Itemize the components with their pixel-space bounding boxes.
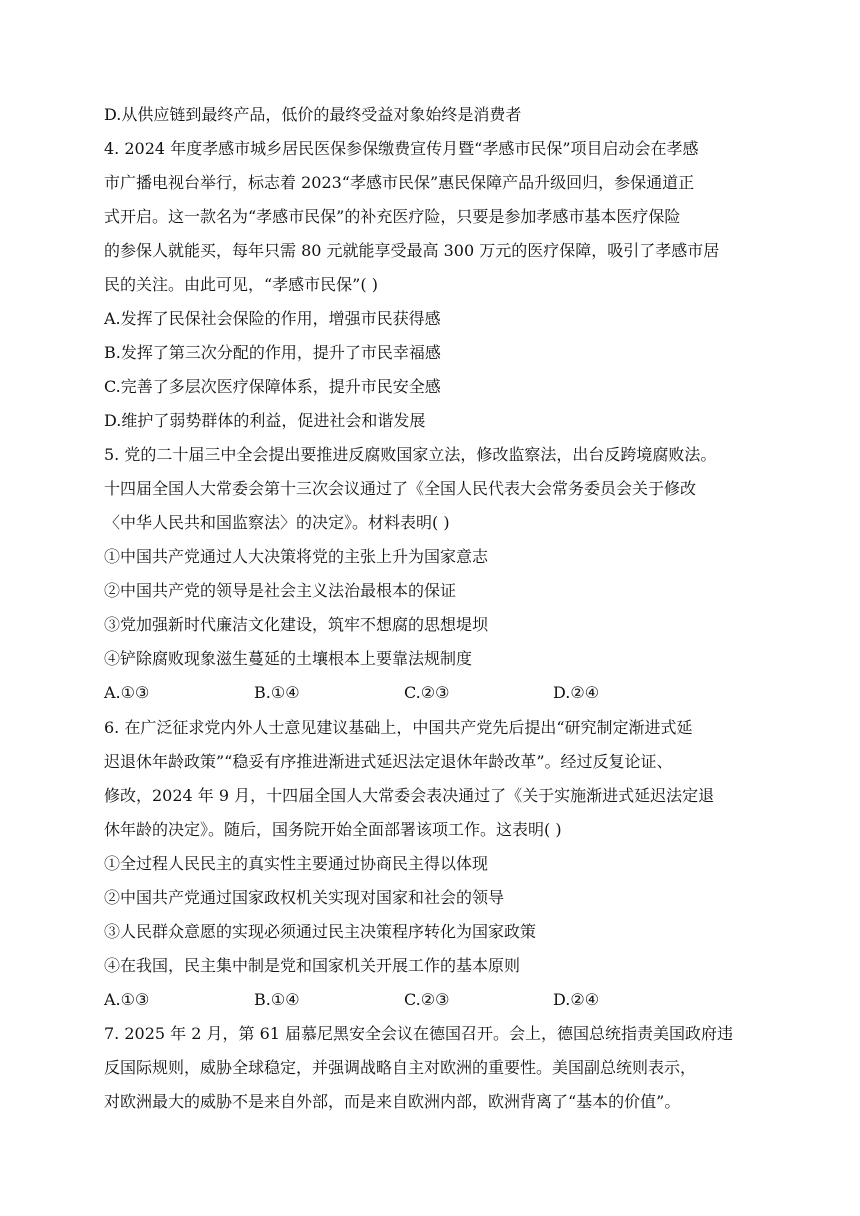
q6-stem-line: 休年龄的决定》。随后，国务院开始全面部署该项工作。这表明( ) bbox=[104, 820, 562, 839]
q6-stem-line: 修改，2024 年 9 月，十四届全国人大常委会表决通过了《关于实施渐进式延迟法定退 bbox=[104, 786, 715, 805]
q5-statement-2: ②中国共产党的领导是社会主义法治最根本的保证 bbox=[104, 581, 457, 600]
q6-statement-2: ②中国共产党通过国家政权机关实现对国家和社会的领导 bbox=[104, 888, 505, 907]
q6-choice-b: B.①④ bbox=[254, 990, 300, 1009]
q4-stem-line: 的参保人就能买，每年只需 80 元就能享受最高 300 万元的医疗保障，吸引了孝感市居 bbox=[104, 241, 720, 260]
q6-choice-c: C.②③ bbox=[404, 990, 450, 1009]
q4-option-a: A.发挥了民保社会保险的作用，增强市民获得感 bbox=[104, 309, 441, 328]
q6-statement-3: ③人民群众意愿的实现必须通过民主决策程序转化为国家政策 bbox=[104, 922, 537, 941]
q6-choice-a: A.①③ bbox=[104, 990, 150, 1009]
q6-statement-1: ①全过程人民民主的真实性主要通过协商民主得以体现 bbox=[104, 854, 489, 873]
q6-statement-4: ④在我国，民主集中制是党和国家机关开展工作的基本原则 bbox=[104, 956, 521, 975]
q5-statement-4: ④铲除腐败现象滋生蔓延的土壤根本上要靠法规制度 bbox=[104, 649, 473, 668]
q5-stem-line: 十四届全国人大常委会第十三次会议通过了《全国人民代表大会常务委员会关于修改 bbox=[104, 479, 697, 498]
q5-stem-line: 5. 党的二十届三中全会提出要推进反腐败国家立法，修改监察法，出台反跨境腐败法。 bbox=[104, 445, 717, 464]
q7-stem-line: 反国际规则，威胁全球稳定，并强调战略自主对欧洲的重要性。美国副总统则表示， bbox=[104, 1058, 697, 1077]
q5-statement-1: ①中国共产党通过人大决策将党的主张上升为国家意志 bbox=[104, 547, 489, 566]
q4-stem-line: 市广播电视台举行，标志着 2023“孝感市民保”惠民保障产品升级回归，参保通道正 bbox=[104, 173, 695, 192]
q5-choice-d: D.②④ bbox=[553, 683, 600, 702]
q7-stem-line: 7. 2025 年 2 月，第 61 届慕尼黑安全会议在德国召开。会上，德国总统指责美国政府违 bbox=[104, 1024, 734, 1043]
q4-stem-line: 式开启。这一款名为“孝感市民保”的补充医疗险，只要是参加孝感市基本医疗保险 bbox=[104, 207, 681, 226]
q5-choice-c: C.②③ bbox=[404, 683, 450, 702]
q4-stem-line: 4. 2024 年度孝感市城乡居民医保参保缴费宣传月暨“孝感市民保”项目启动会在孝感 bbox=[104, 139, 699, 158]
q6-stem-line: 迟退休年龄政策”“稳妥有序推进渐进式延迟法定退休年龄改革”。经过反复论证、 bbox=[104, 752, 673, 771]
q4-option-d: D.维护了弱势群体的利益，促进社会和谐发展 bbox=[104, 411, 426, 430]
q6-choice-d: D.②④ bbox=[553, 990, 600, 1009]
q4-option-c: C.完善了多层次医疗保障体系，提升市民安全感 bbox=[104, 377, 441, 396]
q5-statement-3: ③党加强新时代廉洁文化建设，筑牢不想腐的思想堤坝 bbox=[104, 615, 489, 634]
q7-stem-line: 对欧洲最大的威胁不是来自外部，而是来自欧洲内部，欧洲背离了“基本的价值”。 bbox=[104, 1092, 681, 1111]
q6-stem-line: 6. 在广泛征求党内外人士意见建议基础上，中国共产党先后提出“研究制定渐进式延 bbox=[104, 718, 693, 737]
q4-option-b: B.发挥了第三次分配的作用，提升了市民幸福感 bbox=[104, 343, 441, 362]
q3-option-d: D.从供应链到最终产品，低价的最终受益对象始终是消费者 bbox=[104, 105, 522, 124]
q5-stem-line: 〈中华人民共和国监察法〉的决定》。材料表明( ) bbox=[104, 513, 450, 532]
q5-choice-b: B.①④ bbox=[254, 683, 300, 702]
q5-choice-a: A.①③ bbox=[104, 683, 150, 702]
q4-stem-line: 民的关注。由此可见，“孝感市民保”( ) bbox=[104, 275, 378, 294]
